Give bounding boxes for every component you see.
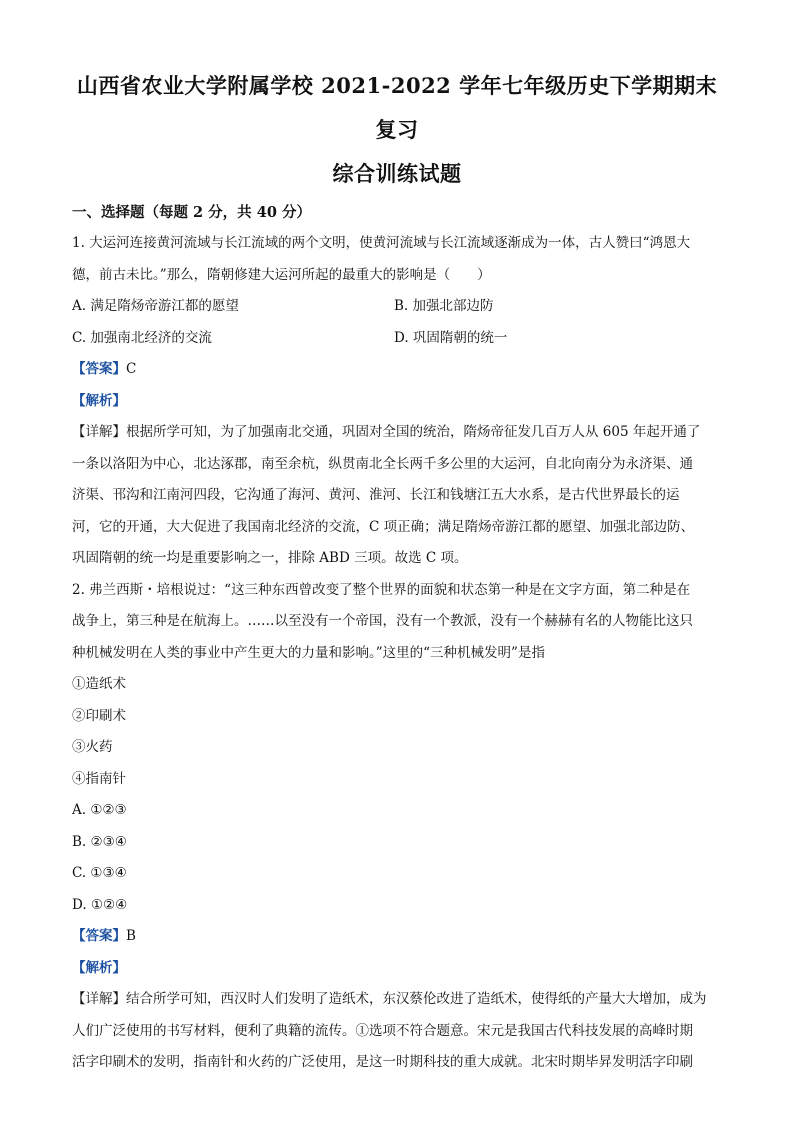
q2-option: B. ②③④ — [72, 833, 127, 850]
q1-detail-line: 河，它的开通，大大促进了我国南北经济的交流，C 项正确；满足隋炀帝游江都的愿望、加强北部边防、 — [72, 518, 695, 535]
q2-stem-line: 2. 弗兰西斯・培根说过：“这三种东西曾改变了整个世界的面貌和状态第一种是在文字方面，第二种是在 — [72, 581, 691, 598]
q1-options-row-2 — [72, 323, 722, 355]
q1-stem-line: 德，前古未比。”那么，隋朝修建大运河所起的最重大的影响是（ ） — [72, 266, 491, 283]
q1-option-a: A. 满足隋炀帝游江都的愿望 — [72, 298, 239, 314]
q2-item: ①造纸术 — [72, 676, 126, 692]
q2-item: ③火药 — [72, 739, 113, 755]
question-2 — [72, 575, 722, 1079]
answer-tag: 【答案】 — [72, 928, 126, 944]
q1-detail-line: 巩固隋朝的统一均是重要影响之一，排除 ABD 三项。故选 C 项。 — [72, 550, 468, 566]
q1-option-c: C. 加强南北经济的交流 — [72, 329, 212, 346]
section-heading: 一、选择题（每题 2 分，共 40 分） — [72, 204, 311, 221]
document-title — [72, 64, 722, 196]
q2-item: ④指南针 — [72, 770, 126, 787]
title-line-2: 综合训练试题 — [332, 161, 462, 186]
q1-analysis — [72, 386, 722, 418]
question-1 — [72, 228, 722, 575]
title-line-1: 山西省农业大学附属学校 2021-2022 学年七年级历史下学期期末复习 — [76, 73, 718, 142]
q2-option: D. ①②④ — [72, 896, 128, 913]
q2-answer — [72, 921, 722, 953]
q1-detail-line: 一条以洛阳为中心，北达涿郡，南至余杭，纵贯南北全长两千多公里的大运河，自北向南分为永济渠、通 — [72, 455, 693, 472]
q1-option-b: B. 加强北部边防 — [394, 298, 494, 314]
analysis-tag: 【解析】 — [72, 392, 126, 409]
answer-tag: 【答案】 — [72, 361, 126, 377]
q2-detail-line: 活字印刷术的发明，指南针和火药的广泛使用，是这一时期科技的重大成就。北宋时期毕昇发明活字印刷 — [72, 1054, 693, 1070]
q2-stem-line: 种机械发明在人类的事业中产生更大的力量和影响。”这里的“三种机械发明”是指 — [72, 644, 545, 661]
q2-analysis — [72, 953, 722, 985]
q2-item: ②印刷术 — [72, 707, 126, 724]
analysis-tag: 【解析】 — [72, 959, 126, 976]
q2-stem-line: 战争上，第三种是在航海上。……以至没有一个帝国，没有一个教派，没有一个赫赫有名的人物能比这只 — [72, 613, 693, 629]
q1-options-row-1 — [72, 291, 722, 323]
q1-stem-line: 1. 大运河连接黄河流域与长江流域的两个文明，使黄河流域与长江流域逐渐成为一体，古人赞曰“鸿恩大 — [72, 235, 691, 251]
q2-detail-line: 【详解】结合所学可知，西汉时人们发明了造纸术，东汉蔡伦改进了造纸术，使得纸的产量大大增加，成为 — [72, 991, 707, 1007]
q2-option: A. ①②③ — [72, 802, 127, 818]
q1-answer-value: C — [126, 361, 137, 377]
q1-option-d: D. 巩固隋朝的统一 — [394, 329, 508, 346]
q2-answer-value: B — [126, 928, 136, 944]
q1-detail-line: 【详解】根据所学可知，为了加强南北交通，巩固对全国的统治，隋炀帝征发几百万人从 605 年起开通了 — [72, 424, 701, 440]
q2-detail-line: 人们广泛使用的书写材料，便利了典籍的流传。①选项不符合题意。宋元是我国古代科技发展的高峰时期 — [72, 1022, 693, 1039]
q1-detail-line: 济渠、邗沟和江南河四段，它沟通了海河、黄河、淮河、长江和钱塘江五大水系，是古代世界最长的运 — [72, 487, 680, 503]
q2-option: C. ①③④ — [72, 865, 127, 881]
q1-answer — [72, 354, 722, 386]
